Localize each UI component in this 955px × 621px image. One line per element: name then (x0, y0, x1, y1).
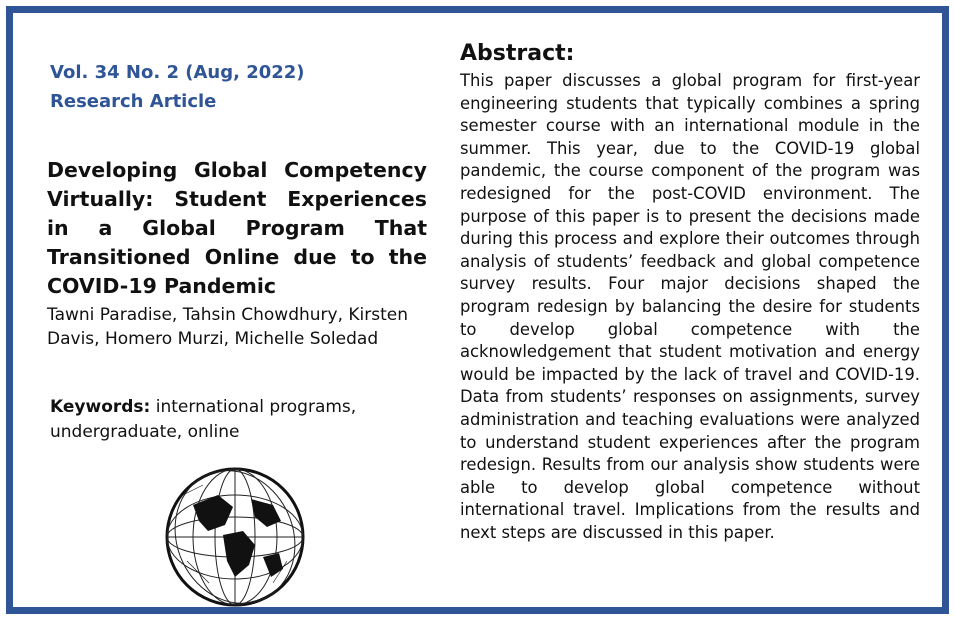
keywords-label: Keywords: (50, 397, 151, 417)
journal-meta (50, 58, 305, 116)
keywords-list: international programs, undergraduate, online (50, 397, 357, 442)
article-type: Research Article (50, 91, 217, 112)
abstract-text: This paper discusses a global program for first-year engineering students that typically combines a spring semester course with an international module in the summer. This year, due to the COVID-19 global pandemic, the course component of the program was redesigned for the post-COVID environment. The purpose of this paper is to present the decisions made during this process and explore their outcomes through analysis of students’ feedback and global competence survey results. Four major decisions shaped the program redesign by balancing the desire for students to develop global competence with the acknowledgement that student motivation and energy would be impacted by the lack of travel and COVID-19. Data from students’ responses on assignments, survey administration and teaching evaluations were analyzed to understand student experiences after the program redesign. Results from our analysis show students were able to develop global competence without international travel. Implications from the results and next steps are discussed in this paper. (460, 71, 920, 542)
journal-volume[interactable]: Vol. 34 No. 2 (Aug, 2022) (50, 62, 305, 83)
article-authors: Tawni Paradise, Tahsin Chowdhury, Kirsten Davis, Homero Murzi, Michelle Soledad (47, 305, 409, 349)
article-title: Developing Global Competency Virtually: Student Experiences in a Global Program That Transitioned Online due to the COVID-19 Pandemic (47, 158, 427, 298)
globe-icon (163, 465, 308, 610)
keywords (50, 395, 390, 445)
article-card (6, 6, 949, 614)
abstract-heading: Abstract: (460, 41, 575, 66)
